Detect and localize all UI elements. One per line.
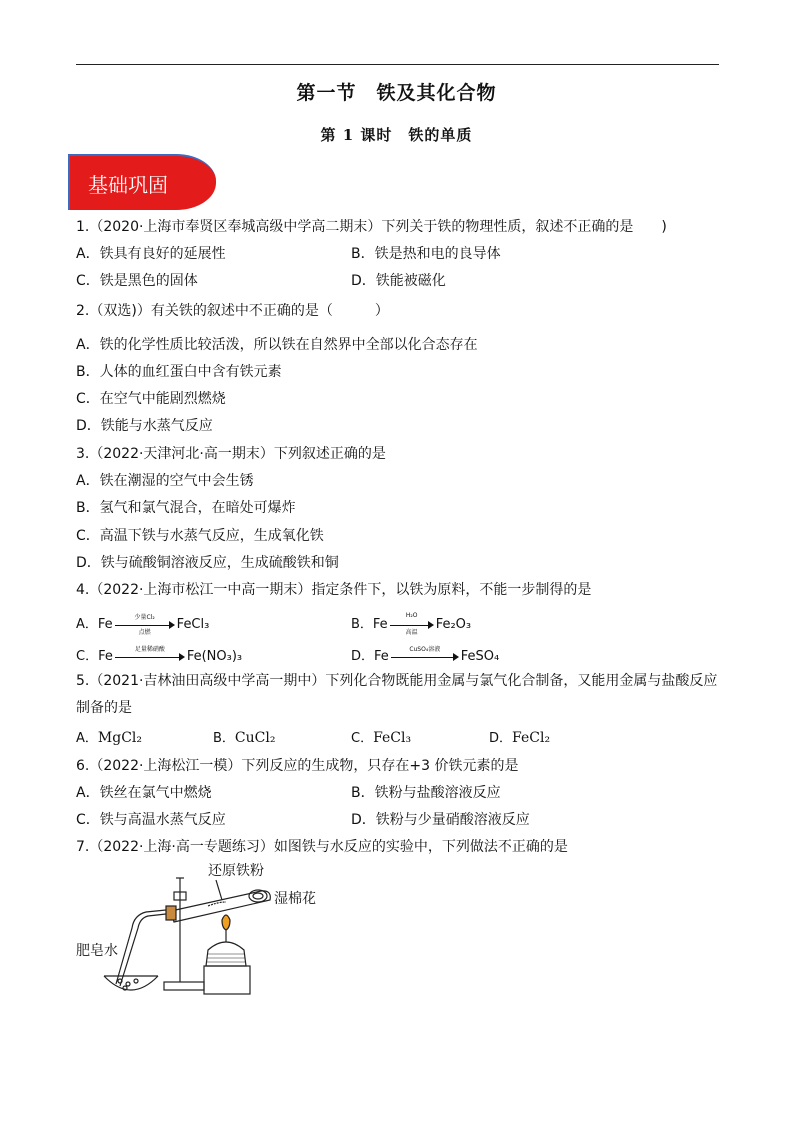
q4-option-b	[351, 611, 472, 636]
reaction-arrow-icon	[390, 611, 434, 636]
q4-stem: 4.（2022·上海市松江一中高一期末）指定条件下，以铁为原料，不能一步制得的是	[76, 582, 592, 598]
q5-option-a	[76, 727, 142, 746]
q5-option-d-label: D．	[489, 731, 513, 746]
q4-option-c	[76, 645, 242, 664]
q4-b-condition: H₂O	[405, 611, 418, 619]
q3-stem: 3.（2022·天津河北·高一期末）下列叙述正确的是	[76, 446, 386, 462]
q4-c-condition: 足量稀硝酸	[134, 645, 165, 653]
q2-option-a: A．铁的化学性质比较活泼，所以铁在自然界中全部以化合态存在	[76, 337, 478, 353]
q7-stem: 7.（2022·上海·高一专题练习）如图铁与水反应的实验中，下列做法不正确的是	[76, 839, 568, 855]
q4-a-condition2: 点燃	[138, 628, 151, 636]
q1-option-d: D．铁能被磁化	[351, 273, 446, 289]
q6-option-b: B．铁粉与盐酸溶液反应	[351, 785, 501, 801]
q2-option-d: D．铁能与水蒸气反应	[76, 418, 213, 434]
q6-option-c: C．铁与高温水蒸气反应	[76, 812, 226, 828]
flame-icon	[222, 915, 230, 930]
support-block-icon	[204, 966, 250, 994]
q5-option-b	[213, 727, 275, 746]
q4-option-d-reactant: D．Fe	[351, 649, 389, 664]
q1-option-b: B．铁是热和电的良导体	[351, 246, 501, 262]
q4-option-b-reactant: B．Fe	[351, 617, 388, 632]
q3-option-c: C．高温下铁与水蒸气反应，生成氧化铁	[76, 528, 324, 544]
q2-option-b: B．人体的血红蛋白中含有铁元素	[76, 364, 282, 380]
q4-option-a	[76, 613, 210, 636]
q5-option-c-formula: FeCl₃	[373, 730, 412, 746]
q1-option-c: C．铁是黑色的固体	[76, 273, 198, 289]
q4-b-condition2: 高温	[405, 628, 418, 636]
figure-label-wet-cotton: 湿棉花	[274, 891, 316, 907]
q6-option-d: D．铁粉与少量硝酸溶液反应	[351, 812, 530, 828]
q4-option-a-reactant: A．Fe	[76, 617, 113, 632]
q2-option-c: C．在空气中能剧烈燃烧	[76, 391, 226, 407]
soap-dish-icon	[104, 976, 158, 990]
q3-option-d: D．铁与硫酸铜溶液反应，生成硫酸铁和铜	[76, 555, 339, 571]
stand-base-icon	[164, 982, 204, 990]
q5-option-d-formula: FeCl₂	[512, 730, 551, 746]
q3-option-b: B．氢气和氯气混合，在暗处可爆炸	[76, 500, 296, 516]
section-badge	[68, 154, 216, 210]
q5-option-c	[351, 727, 411, 746]
reaction-arrow-icon	[115, 645, 185, 662]
reaction-arrow-icon	[115, 613, 175, 636]
q5-stem: 5.（2021·吉林油田高级中学高一期中）下列化合物既能用金属与氯气化合制备，又能用金属与盐酸反应制备的是	[76, 673, 718, 716]
q5-option-b-formula: CuCl₂	[234, 730, 276, 746]
q6-option-a: A．铁丝在氯气中燃烧	[76, 785, 212, 801]
q4-a-condition: 少量Cl₂	[134, 613, 155, 621]
stopper-icon	[166, 906, 176, 920]
reaction-arrow-icon	[391, 645, 459, 662]
q4-option-b-product: Fe₂O₃	[435, 617, 472, 632]
section-badge-label: 基础巩固	[88, 173, 168, 197]
q4-option-c-reactant: C．Fe	[76, 649, 113, 664]
figure-label-soap-water: 肥皂水	[76, 943, 118, 959]
q5-option-a-label: A．	[76, 731, 98, 746]
q1-stem: 1.（2020·上海市奉贤区奉城高级中学高二期末）下列关于铁的物理性质，叙述不正确的是 )	[76, 219, 667, 235]
page-title: 第一节 铁及其化合物	[296, 82, 497, 104]
q6-stem: 6.（2022·上海松江一模）下列反应的生成物，只存在+3 价铁元素的是	[76, 758, 519, 774]
lesson-subtitle: 第 1 课时 铁的单质	[320, 126, 473, 144]
q2-stem: 2.（双选)）有关铁的叙述中不正确的是（ ）	[76, 303, 389, 319]
q5-option-a-formula: MgCl₂	[97, 730, 143, 746]
q4-option-a-product: FeCl₃	[176, 617, 210, 632]
q5-option-b-label: B．	[213, 731, 235, 746]
q4-option-d-product: FeSO₄	[460, 649, 500, 664]
q5-option-d	[489, 727, 550, 746]
q4-option-c-product: Fe(NO₃)₃	[186, 649, 243, 664]
q4-option-d	[351, 645, 499, 664]
apparatus-drawing	[76, 858, 326, 1003]
figure-label-iron-powder: 还原铁粉	[208, 863, 264, 879]
q1-option-a: A．铁具有良好的延展性	[76, 246, 226, 262]
q5-option-c-label: C．	[351, 731, 374, 746]
experiment-apparatus-figure	[76, 858, 326, 1003]
header-rule	[76, 64, 719, 65]
q4-d-condition: CuSO₄溶液	[409, 645, 441, 653]
delivery-tube-icon	[120, 914, 166, 986]
q3-option-a: A．铁在潮湿的空气中会生锈	[76, 473, 254, 489]
